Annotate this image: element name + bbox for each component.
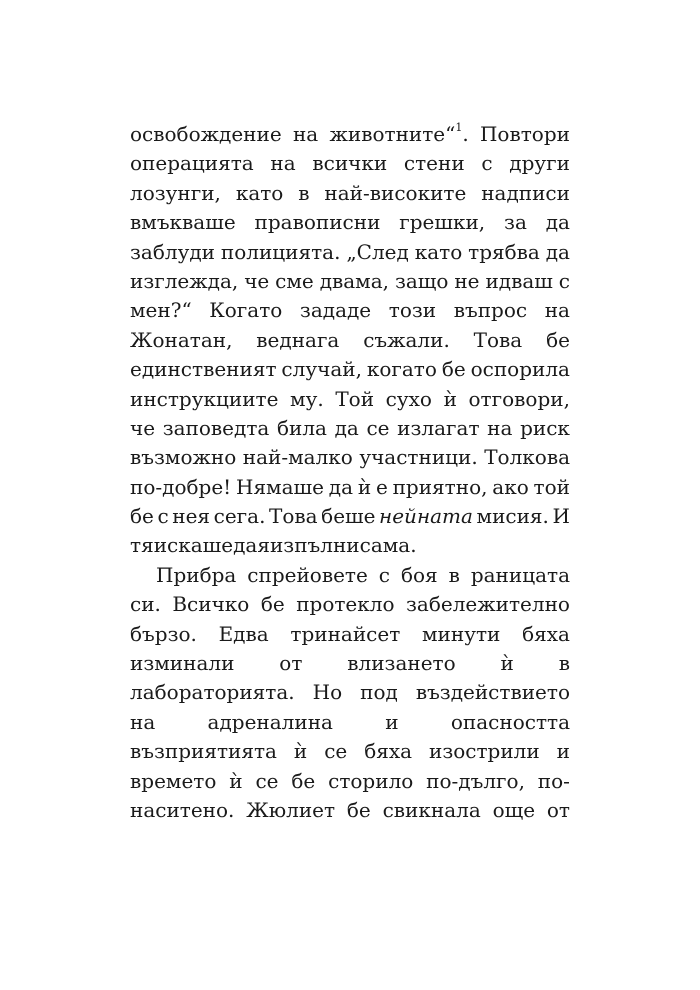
word: този: [388, 298, 437, 323]
text-line: [130, 355, 570, 384]
word: бе: [546, 327, 570, 352]
word: бе: [346, 797, 371, 822]
word: с: [157, 504, 169, 529]
word: Това: [269, 504, 318, 529]
word: най-малко: [242, 445, 353, 470]
word: инструкциите: [130, 386, 279, 411]
word: опасността: [450, 709, 570, 734]
word: бе: [291, 768, 316, 793]
word: всички: [312, 151, 388, 176]
word: заблуди: [130, 239, 215, 264]
word: мисия.: [476, 504, 549, 529]
word: под: [360, 680, 398, 705]
word: нея: [172, 504, 211, 529]
word: заповедта: [162, 415, 270, 440]
word: най-високите: [324, 180, 467, 205]
word: правописни: [254, 210, 381, 235]
word: я: [257, 533, 270, 558]
word: боя: [400, 562, 438, 587]
word: животните“$^1$.: [329, 121, 469, 146]
word: по-: [537, 768, 570, 793]
word: Той: [335, 386, 375, 411]
word: оспорила: [470, 357, 570, 382]
word: времето: [130, 768, 217, 793]
word: Нямаше: [236, 474, 324, 499]
text-line: [130, 326, 570, 355]
word: минути: [421, 621, 501, 646]
word: приятно,: [392, 474, 488, 499]
word: Едва: [218, 621, 269, 646]
word: в: [448, 562, 460, 587]
word: в: [298, 180, 310, 205]
word: била: [276, 415, 327, 440]
text-line: [130, 238, 570, 267]
word: Това: [473, 327, 523, 352]
word: стени: [403, 151, 465, 176]
word: беше: [321, 504, 376, 529]
word: бързо.: [130, 621, 197, 646]
word: с: [558, 268, 570, 293]
word: Повтори: [479, 122, 570, 146]
word: Всичко: [172, 592, 250, 617]
text-line: [130, 414, 570, 443]
word: на: [130, 709, 156, 734]
word: тя: [130, 533, 154, 558]
word: възможно: [130, 445, 237, 470]
text-line: [130, 385, 570, 414]
word: още: [492, 797, 536, 822]
word: ѝ: [229, 768, 243, 793]
word: на: [270, 151, 296, 176]
text-line: [130, 120, 570, 149]
word: и: [556, 739, 570, 764]
word: изострили: [429, 739, 540, 764]
word: бяха: [364, 739, 413, 764]
word: полицията.: [220, 239, 341, 264]
word: излагат: [397, 415, 480, 440]
word: на: [487, 415, 513, 440]
word: че: [244, 268, 270, 293]
word: ѝ: [443, 386, 457, 411]
word: се: [255, 768, 279, 793]
text-line: [130, 208, 570, 237]
word: е: [375, 474, 388, 499]
word: веднага: [256, 327, 340, 352]
word: свикнала: [382, 797, 481, 822]
paragraph: [130, 561, 570, 826]
word: операцията: [130, 151, 254, 176]
word: забележително: [405, 592, 570, 617]
word: да: [545, 239, 570, 264]
paragraph: [130, 120, 570, 561]
text-line: [130, 708, 570, 737]
word: случай,: [281, 357, 362, 382]
word: на: [544, 298, 570, 323]
text-line: [130, 531, 570, 560]
word: идваш: [485, 268, 553, 293]
footnote-marker[interactable]: 1: [455, 121, 463, 135]
word: бяха: [522, 621, 570, 646]
word: единственият: [130, 357, 277, 382]
word: по-дълго,: [426, 768, 525, 793]
word: с: [378, 562, 390, 587]
word: като: [235, 180, 284, 205]
word: Но: [312, 680, 343, 705]
word: въпрос: [453, 298, 528, 323]
text-line: [130, 561, 570, 590]
word: бе: [260, 592, 285, 617]
text-line: [130, 179, 570, 208]
word: отговори,: [468, 386, 570, 411]
word: да: [545, 210, 570, 235]
page-text: [130, 120, 570, 825]
word: лозунги,: [130, 180, 221, 205]
text-line: [130, 796, 570, 825]
word: нейната: [379, 504, 473, 529]
word: трябва: [468, 239, 540, 264]
text-line: [130, 767, 570, 796]
word: се: [324, 739, 348, 764]
word: Жонатан,: [130, 327, 233, 352]
word: Жюлиет: [246, 797, 336, 822]
word: влизането: [347, 651, 456, 676]
text-line: [130, 678, 570, 707]
word: мен?“: [130, 298, 192, 323]
word: наситено.: [130, 797, 235, 822]
word: изглежда,: [130, 268, 239, 293]
word: изпълни: [269, 533, 360, 558]
text-line: [130, 502, 570, 531]
word: в: [558, 651, 570, 676]
text-line: [130, 620, 570, 649]
word: изминали: [130, 651, 235, 676]
word: се: [366, 415, 390, 440]
word: надписи: [481, 180, 570, 205]
word: възприятията: [130, 739, 277, 764]
word: бе: [130, 504, 154, 529]
word: зададе: [299, 298, 372, 323]
word: риск: [520, 415, 570, 440]
word: други: [509, 151, 570, 176]
word: спрейовете: [247, 562, 368, 587]
word: за: [504, 210, 527, 235]
word: да: [334, 415, 359, 440]
word: сухо: [385, 386, 432, 411]
word: ако: [492, 474, 529, 499]
word: той: [533, 474, 570, 499]
word: че: [130, 415, 156, 440]
text-line: [130, 149, 570, 178]
word: „След: [346, 239, 409, 264]
word: Прибра: [156, 562, 237, 587]
word: ѝ: [500, 651, 514, 676]
word: ѝ: [357, 474, 372, 499]
word: сама.: [359, 533, 417, 558]
word: участници.: [359, 445, 478, 470]
word: по-добре!: [130, 474, 232, 499]
word: да: [233, 533, 258, 558]
word: му.: [290, 386, 324, 411]
word: въздействието: [415, 680, 570, 705]
text-line: [130, 590, 570, 619]
word: не: [454, 268, 480, 293]
word: освобождение: [130, 122, 282, 146]
word: искаше: [153, 533, 234, 558]
word: от: [279, 651, 303, 676]
word: да: [328, 474, 354, 499]
word: от: [546, 797, 570, 822]
word: сега.: [213, 504, 266, 529]
text-line: [130, 443, 570, 472]
word: на: [292, 122, 319, 146]
word: И: [552, 504, 570, 529]
word: грешки,: [399, 210, 486, 235]
word: съжали.: [363, 327, 450, 352]
word: двама,: [319, 268, 390, 293]
text-line: [130, 473, 570, 502]
word: тринайсет: [290, 621, 401, 646]
word: като: [414, 239, 463, 264]
word: когато: [366, 357, 437, 382]
word: Когато: [209, 298, 283, 323]
word: с: [481, 151, 493, 176]
word: адреналина: [207, 709, 333, 734]
text-line: [130, 267, 570, 296]
word: сме: [275, 268, 314, 293]
text-line: [130, 649, 570, 678]
text-line: [130, 296, 570, 325]
word: лабораторията.: [130, 680, 295, 705]
word: Толкова: [484, 445, 570, 470]
word: вмъкваше: [130, 210, 236, 235]
word: сторило: [328, 768, 414, 793]
word: протекло: [296, 592, 395, 617]
word: ѝ: [293, 739, 308, 764]
word: си.: [130, 592, 161, 617]
word: раницата: [470, 562, 570, 587]
word: бе: [441, 357, 466, 382]
text-line: [130, 737, 570, 766]
word: и: [385, 709, 399, 734]
word: защо: [394, 268, 449, 293]
